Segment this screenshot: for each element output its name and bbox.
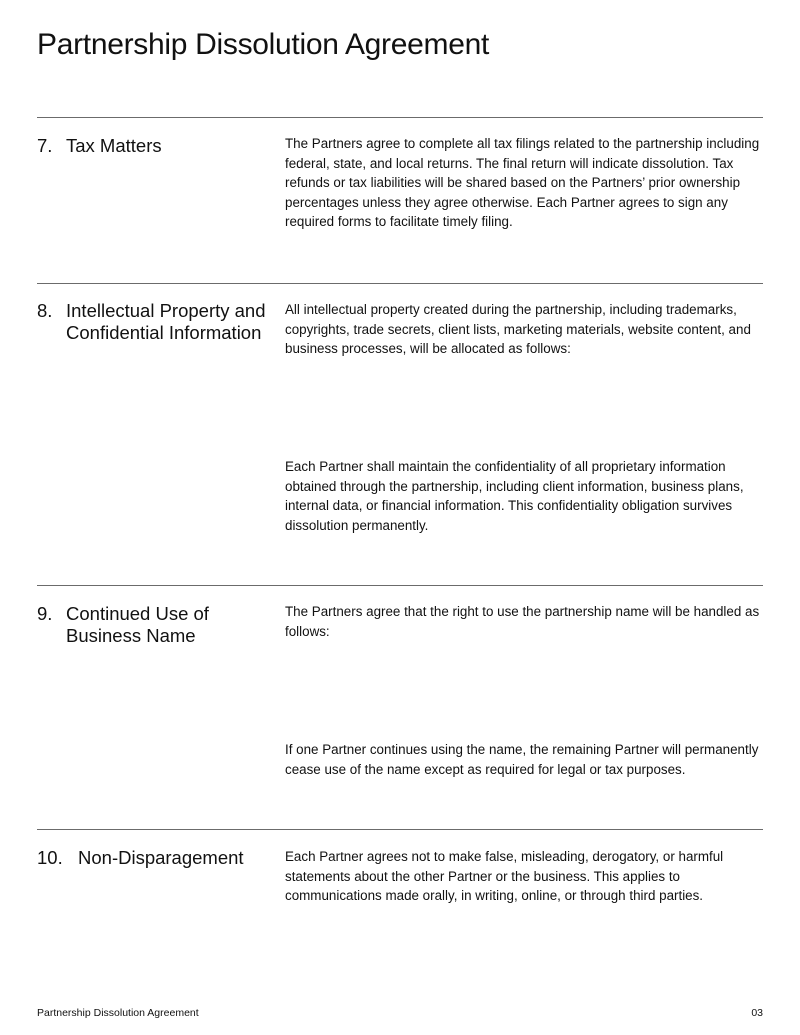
section-paragraph: The Partners agree to complete all tax filings related to the partnership including federal, state, and local returns. The final return will indicate dissolution. Tax refunds or tax liabilities will be shared based on the Partners’ prior ownership percentages unless they agree otherwise. Each Partner agrees to sign any required forms to facilitate timely filing. [285,136,760,230]
section-paragraph: The Partners agree that the right to use the partnership name will be handled as follows: [285,604,760,639]
section-paragraph: All intellectual property created during the partnership, including trademarks, copyrights, trade secrets, client lists, marketing materials, website content, and business processes, will be allocated as follows: [285,302,751,357]
footer-page-number: 03 [751,1007,763,1019]
section-heading-tax-matters [37,135,277,157]
section-number: 9. [37,603,53,624]
footer-document-title: Partnership Dissolution Agreement [37,1007,199,1019]
section-number: 10. [37,847,63,868]
section-number: 7. [37,135,53,156]
section-heading-business-name [37,603,277,647]
section-number: 8. [37,300,53,321]
section-divider [37,829,763,830]
section-paragraph: Each Partner shall maintain the confidentiality of all proprietary information obtained through the partnership, including client information, business plans, internal data, or financial information. This confidentiality obligation survives dissolution permanently. [285,459,744,533]
section-divider [37,117,763,118]
section-title: Intellectual Property and Confidential Information [66,300,266,343]
section-heading-non-disparagement [37,847,277,869]
section-divider [37,585,763,586]
section-divider [37,283,763,284]
section-heading-intellectual-property [37,300,277,344]
section-title: Non-Disparagement [78,847,244,868]
section-title: Tax Matters [66,135,162,156]
section-paragraph: If one Partner continues using the name, the remaining Partner will permanently cease use of the name except as required for legal or tax purposes. [285,742,759,777]
document-title: Partnership Dissolution Agreement [37,28,490,61]
section-title: Continued Use of Business Name [66,603,209,646]
section-paragraph: Each Partner agrees not to make false, misleading, derogatory, or harmful statements about the other Partner or the business. This applies to communications made orally, in writing, online, or through third parties. [285,849,724,904]
